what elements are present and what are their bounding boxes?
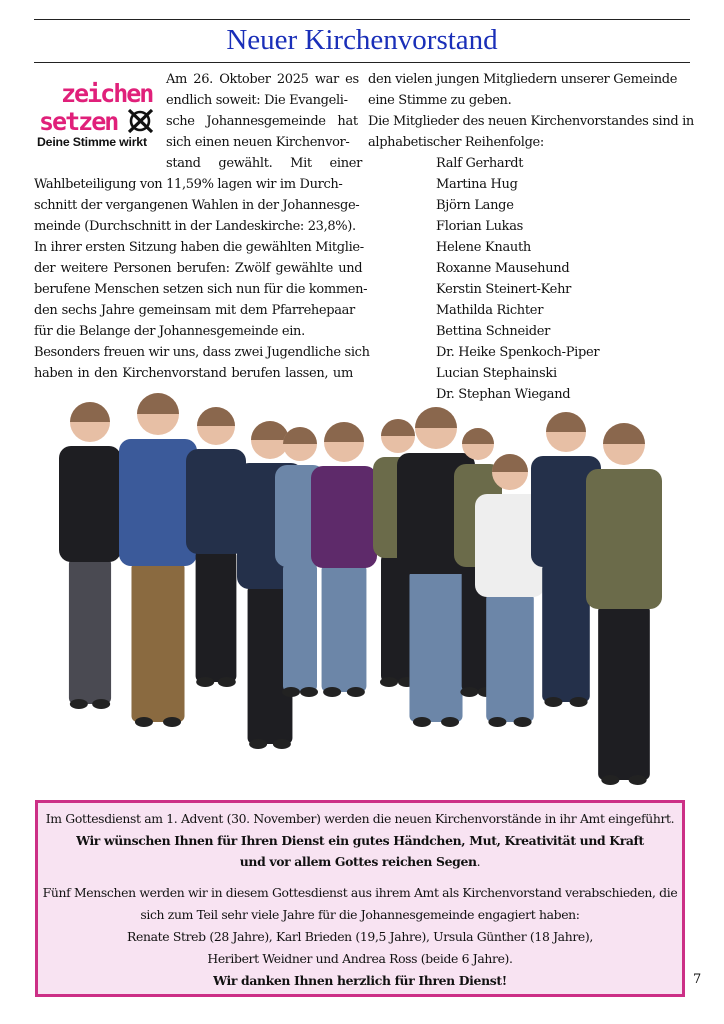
person-figure xyxy=(119,393,197,727)
person-figure xyxy=(59,402,121,709)
box-text-engagement: sich zum Teil sehr viele Jahre für die Johannesgemeinde engagiert haben: xyxy=(140,907,580,922)
box-text-former-members: Renate Streb (28 Jahre), Karl Brieden (19,5 Jahre), Ursula Günther (18 Jahre), xyxy=(127,929,593,944)
box-text-blessing-period: . xyxy=(476,854,481,869)
article-line: alphabetischer Reihenfolge: xyxy=(368,135,544,150)
member-name: Martina Hug xyxy=(436,177,518,192)
article-line: den vielen jungen Mitgliedern unserer Gemeinde xyxy=(368,72,678,87)
article-line: Besonders freuen wir uns, dass zwei Jugendliche sich xyxy=(34,345,370,360)
page-title: Neuer Kirchenvorstand xyxy=(226,24,498,56)
announcement-box xyxy=(35,800,685,997)
member-name: Dr. Heike Spenkoch-Piper xyxy=(436,345,600,360)
article-line: sche Johannesgemeinde hat xyxy=(166,114,358,129)
person-figure xyxy=(586,423,662,785)
article-line: für die Belange der Johannesgemeinde ein. xyxy=(34,324,305,339)
logo-subtitle: Deine Stimme wirkt xyxy=(37,135,147,149)
page-number: 7 xyxy=(693,972,702,987)
article-line: In ihrer ersten Sitzung haben die gewählten Mitglie- xyxy=(34,240,364,255)
box-text-installation: Im Gottesdienst am 1. Advent (30. November) werden die neuen Kirchenvorstände in ihr Amt eingeführt. xyxy=(45,811,675,826)
box-text-blessing xyxy=(38,854,682,869)
header-rule-bottom xyxy=(34,62,690,63)
member-name: Kerstin Steinert-Kehr xyxy=(436,282,572,297)
person-figure xyxy=(311,422,377,697)
logo-word-setzen: setzen xyxy=(39,107,118,134)
member-name: Bettina Schneider xyxy=(436,324,551,339)
group-photo xyxy=(38,392,688,792)
article-line: Am 26. Oktober 2025 war es xyxy=(166,72,359,87)
zeichen-setzen-logo xyxy=(37,78,157,150)
logo-graphic xyxy=(37,78,162,134)
article-line: haben in den Kirchenvorstand berufen lassen, um xyxy=(34,366,353,381)
article-line: Wahlbeteiligung von 11,59% lagen wir im Durch- xyxy=(34,177,343,192)
member-name: Mathilda Richter xyxy=(436,303,544,318)
article-line: schnitt der vergangenen Wahlen in der Johannesge- xyxy=(34,198,360,213)
member-name: Ralf Gerhardt xyxy=(436,156,524,171)
article-line: sich einen neuen Kirchenvor- xyxy=(166,135,350,150)
member-name: Björn Lange xyxy=(436,198,514,213)
header-rule-top xyxy=(34,19,690,20)
member-name: Helene Knauth xyxy=(436,240,531,255)
article-line: Die Mitglieder des neuen Kirchenvorstandes sind in xyxy=(368,114,694,129)
article-line: berufene Menschen setzen sich nun für die kommen- xyxy=(34,282,368,297)
ballot-cross-icon xyxy=(129,110,152,132)
article-line: den sechs Jahre gemeinsam mit dem Pfarrehepaar xyxy=(34,303,355,318)
box-text-farewell: Fünf Menschen werden wir in diesem Gottesdienst aus ihrem Amt als Kirchenvorstand verabschieden, die xyxy=(42,885,678,900)
article-line: der weitere Personen berufen: Zwölf gewählte und xyxy=(34,261,363,276)
box-text-thanks: Wir danken Ihnen herzlich für Ihren Dienst! xyxy=(213,973,507,988)
member-name: Florian Lukas xyxy=(436,219,524,234)
member-name: Dr. Stephan Wiegand xyxy=(436,387,571,402)
logo-word-zeichen: zeichen xyxy=(61,79,153,108)
group-photo-illustration xyxy=(38,392,688,792)
article-line: endlich soweit: Die Evangeli- xyxy=(166,93,348,108)
member-name: Lucian Stephainski xyxy=(436,366,557,381)
box-text-former-members-2: Heribert Weidner und Andrea Ross (beide 6 Jahre). xyxy=(207,951,513,966)
member-name: Roxanne Mausehund xyxy=(436,261,570,276)
article-line: eine Stimme zu geben. xyxy=(368,93,512,108)
box-text-wishes: Wir wünschen Ihnen für Ihren Dienst ein gutes Händchen, Mut, Kreativität und Kraft xyxy=(76,833,644,848)
box-text-blessing-bold: und vor allem Gottes reichen Segen xyxy=(239,854,477,869)
article-line: stand gewählt. Mit einer xyxy=(166,156,362,171)
article-line: meinde (Durchschnitt in der Landeskirche: 23,8%). xyxy=(34,219,356,234)
